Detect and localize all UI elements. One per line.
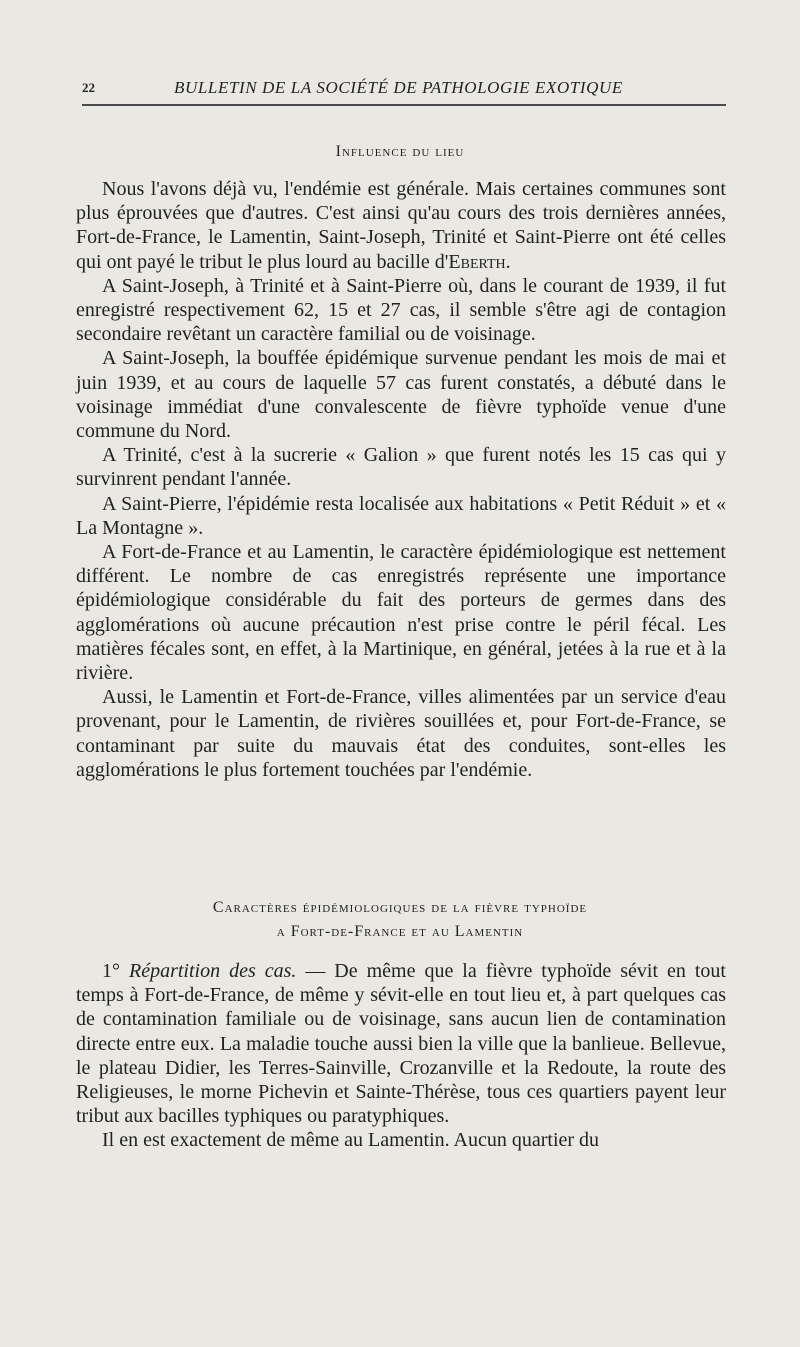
running-title: BULLETIN DE LA SOCIÉTÉ DE PATHOLOGIE EXOTIQUE — [174, 78, 623, 97]
section-caracteres-body — [76, 959, 726, 1153]
paragraph-lamentin: Il en est exactement de même au Lamentin. Aucun quartier du — [102, 1129, 600, 1152]
section-influence-body — [76, 177, 726, 782]
subsection-number: 1° — [102, 960, 120, 982]
paragraph-3: A Saint-Joseph, la bouffée épidémique survenue pendant les mois de mai et juin 1939, et au cours de laquelle 57 cas furent constatés, a débuté dans le voisinage immédiat d'une convalescente de fièvre typhoïde venue d'une commune du Nord. — [76, 347, 726, 443]
eberth-name: Eberth — [448, 250, 506, 273]
section-heading-caracteres — [0, 896, 800, 944]
section-heading-influence: Influence du lieu — [335, 143, 465, 160]
paragraph-1: Nous l'avons déjà vu, l'endémie est générale. Mais certaines communes sont plus éprouvées que d'autres. C'est ainsi qu'au cours des trois dernières années, Fort-de-France, le Lamentin, Saint-Joseph, Trinité et Saint-Pierre ont été celles qui ont payé le tribut le plus lourd au bacille d'Eberth. — [76, 178, 726, 273]
paragraph-4: A Trinité, c'est à la sucrerie « Galion » que furent notés les 15 cas qui y survinrent pendant l'année. — [76, 444, 726, 491]
paragraph-repartition: 1° Répartition des cas. — De même que la fièvre typhoïde sévit en tout temps à Fort-de-France, de même y sévit-elle en tout lieu et, à part quelques cas de contamination familiale ou de voisinage, sans aucun lien de contamination directe entre eux. La maladie touche aussi bien la ville que la banlieue. Bellevue, le plateau Didier, les Terres-Sainville, Crozanville et la Redoute, la route des Religieuses, le morne Pichevin et Sainte-Thérèse, tous ces quartiers payent leur tribut aux bacilles typhiques ou paratyphiques. — [76, 960, 726, 1128]
paragraph-2: A Saint-Joseph, à Trinité et à Saint-Pierre où, dans le courant de 1939, il fut enregistré respectivement 62, 15 et 27 cas, il semble s'être agi de contagion secondaire revêtant un caractère familial ou de voisinage. — [76, 274, 726, 346]
paragraph-7: Aussi, le Lamentin et Fort-de-France, villes alimentées par un service d'eau provenant, pour le Lamentin, de rivières souillées et, pour Fort-de-France, se contaminant par suite du mauvais état des conduites, sont-elles les agglomérations le plus fortement touchées par l'endémie. — [76, 686, 726, 781]
section-heading-line-1: Caractères épidémiologiques de la fièvre typhoïde — [212, 899, 588, 916]
page-header — [82, 80, 726, 106]
subsection-title: Répartition des cas. — [128, 960, 297, 982]
section-heading-line-2: a Fort-de-France et au Lamentin — [276, 923, 524, 940]
page-number: 22 — [82, 80, 95, 95]
paragraph-5: A Saint-Pierre, l'épidémie resta localisée aux habitations « Petit Réduit » et « La Montagne ». — [76, 492, 726, 539]
paragraph-6: A Fort-de-France et au Lamentin, le caractère épidémiologique est nettement différent. Le nombre de cas enregistrés représente une importance épidémiologique considérable du fait des porteurs de germes dans des agglomérations où aucune précaution n'est prise contre le péril fécal. Les matières fécales sont, en effet, à la Martinique, en général, jetées à la rue et à la rivière. — [76, 541, 726, 685]
